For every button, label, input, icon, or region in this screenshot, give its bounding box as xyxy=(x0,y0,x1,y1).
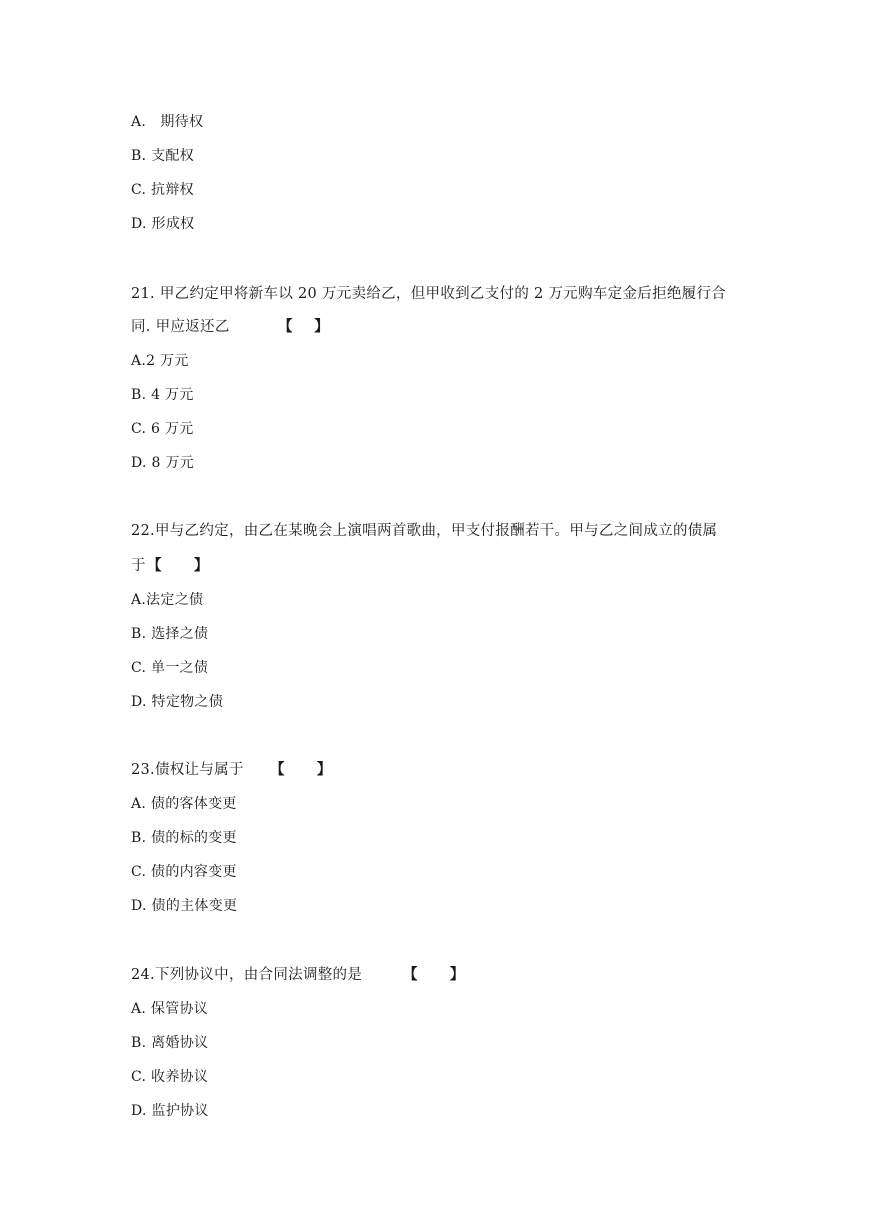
q21-option-c: C. 6 万元 xyxy=(131,421,194,437)
q23-answer-bracket: 【 】 xyxy=(270,762,332,778)
q22-stem-line1: 22.甲与乙约定，由乙在某晚会上演唱两首歌曲，甲支付报酬若干。甲与乙之间成立的债属 xyxy=(131,523,718,539)
q20-option-d: D. 形成权 xyxy=(131,216,195,232)
q23-stem: 23.债权让与属于 xyxy=(131,762,244,778)
q24-option-d: D. 监护协议 xyxy=(131,1103,209,1119)
q22-option-d: D. 特定物之债 xyxy=(131,694,224,710)
q21-stem-line1: 21. 甲乙约定甲将新车以 20 万元卖给乙，但甲收到乙支付的 2 万元购车定金后拒绝履行合 xyxy=(131,286,727,302)
q24-option-c: C. 收养协议 xyxy=(131,1069,209,1085)
q24-option-b: B. 离婚协议 xyxy=(131,1035,209,1051)
q23-option-b: B. 债的标的变更 xyxy=(131,830,237,846)
q20-option-a: A. 期待权 xyxy=(131,114,204,130)
q24-stem: 24.下列协议中，由合同法调整的是 xyxy=(131,967,363,983)
q20-option-b: B. 支配权 xyxy=(131,148,194,164)
q22-option-a: A.法定之债 xyxy=(131,592,204,608)
q21-stem-line2: 同. 甲应返还乙 xyxy=(131,319,230,335)
q22-answer-bracket: 【 】 xyxy=(147,558,209,574)
q23-option-a: A. 债的客体变更 xyxy=(131,796,237,812)
q23-option-c: C. 债的内容变更 xyxy=(131,864,237,880)
q22-option-c: C. 单一之债 xyxy=(131,660,209,676)
q24-answer-bracket: 【 】 xyxy=(403,967,465,983)
q24-option-a: A. 保管协议 xyxy=(131,1001,209,1017)
q22-option-b: B. 选择之债 xyxy=(131,626,209,642)
q21-answer-bracket: 【 】 xyxy=(278,319,329,335)
q22-stem-line2: 于 xyxy=(131,558,146,574)
q23-option-d: D. 债的主体变更 xyxy=(131,898,238,914)
q20-option-c: C. 抗辩权 xyxy=(131,182,194,198)
q21-option-d: D. 8 万元 xyxy=(131,455,195,471)
q21-option-b: B. 4 万元 xyxy=(131,387,194,403)
q21-option-a: A.2 万元 xyxy=(131,353,189,369)
